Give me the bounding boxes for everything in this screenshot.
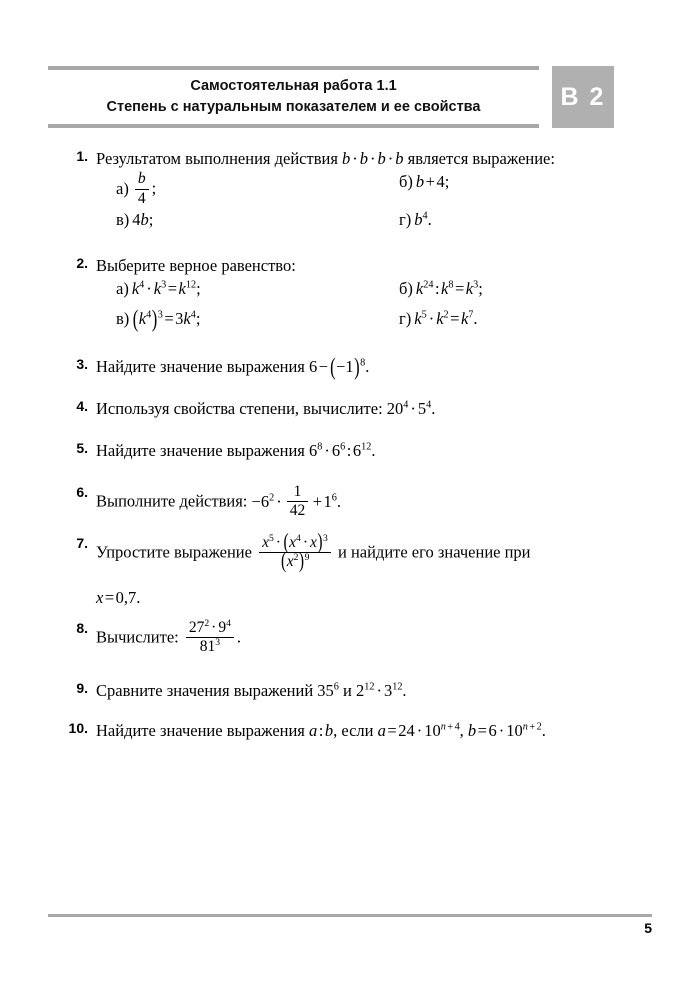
question-10-number: 10. — [68, 720, 88, 736]
question-1-option-b: б) b+4; — [399, 172, 450, 192]
question-3-prompt: Найдите значение выражения — [96, 357, 305, 376]
question-1-option-g: г) $b^4$. — [399, 210, 432, 230]
question-5 — [62, 440, 640, 461]
question-10 — [62, 720, 640, 741]
question-8-number: 8. — [76, 620, 88, 636]
question-1-option-g-label: г) — [399, 210, 412, 230]
question-4-expression: $20^4 \cdot 5^4$. — [386, 399, 436, 418]
question-2-option-a-label: а) — [116, 279, 129, 299]
question-9-expression: $35^6$ и $2^{12} \cdot 3^{12}$. — [317, 681, 407, 700]
variant-badge: В 2 — [552, 66, 614, 128]
page-number: 5 — [644, 920, 652, 936]
question-7-condition: x=0,7. — [96, 587, 141, 607]
question-5-prompt: Найдите значение выражения — [96, 441, 305, 460]
question-10-body — [96, 720, 640, 741]
question-2-body — [96, 255, 640, 338]
question-7-condition-line — [96, 587, 640, 608]
question-7-prompt: Упростите выражение — [96, 542, 252, 562]
question-6-prompt: Выполните действия: — [96, 491, 248, 511]
question-8 — [62, 617, 640, 656]
question-9-prompt: Сравните значения выражений — [96, 681, 314, 700]
question-1-option-row-2 — [96, 209, 640, 237]
header-title-line-2: Степень с натуральным показателем и ее свойства — [106, 99, 481, 115]
question-1-option-row-1 — [96, 171, 640, 209]
question-2-option-row-1 — [96, 278, 640, 308]
question-2-option-row-2 — [96, 305, 640, 338]
question-2-option-b-label: б) — [399, 279, 413, 299]
question-2-option-b: б) $k^{24}:k^8=k^3$; — [399, 279, 483, 299]
question-5-expression: $6^8$ · $6^6:6^{12}$. — [309, 441, 376, 460]
question-2 — [62, 255, 640, 338]
question-6-number: 6. — [76, 484, 88, 500]
question-4-body — [96, 398, 640, 419]
question-7-number: 7. — [76, 535, 88, 551]
question-6-expression: $-6^2$ · $\frac{1}{42}$ $+1^6$. — [251, 483, 341, 520]
question-7-suffix: и найдите его значение при — [337, 542, 531, 562]
question-2-option-v: в) $(k^4)^3=3k^4$; — [116, 305, 201, 333]
question-8-body: Вычислите: $\frac{27^2 \cdot 9^4}{81^3}$ . — [96, 617, 242, 656]
question-1-prompt-expr: b · b · b · b — [342, 149, 404, 168]
question-5-body — [96, 440, 640, 461]
question-10-expression: a:b, если $a=24 \cdot 10^{n + 4}$, $b=6 \cdot 10^{n + 2}$. — [309, 721, 546, 740]
question-6-body — [96, 484, 640, 520]
question-4-prompt: Используя свойства степени, вычислите: — [96, 399, 383, 418]
question-1-options — [96, 171, 640, 237]
question-7-expression: $\frac{x^5 \cdot (x^4 \cdot x)^3}{(x^2)^9}$ — [259, 535, 331, 571]
question-4-number: 4. — [76, 398, 88, 414]
question-7 — [62, 529, 640, 608]
question-2-option-a: а) $k^4 \cdot k^3=k^{12}$; — [116, 279, 201, 299]
question-1-number: 1. — [76, 148, 88, 164]
question-6 — [62, 484, 640, 520]
worksheet-header — [48, 66, 652, 128]
question-2-prompt: Выберите верное равенство: — [96, 256, 296, 275]
question-9-body — [96, 680, 640, 701]
header-title-box — [48, 66, 539, 128]
question-1-body — [96, 148, 640, 237]
question-1 — [62, 148, 640, 237]
question-1-option-a-label: а) — [116, 179, 129, 199]
header-title-line-1: Самостоятельная работа 1.1 — [190, 78, 397, 95]
question-1-option-v: в) 4b; — [116, 210, 154, 230]
question-1-option-b-label: б) — [399, 172, 413, 192]
question-3-expression: $6- (-1)^8$. — [309, 352, 370, 381]
question-9 — [62, 680, 640, 701]
question-2-option-v-label: в) — [116, 309, 130, 329]
question-1-option-v-label: в) — [116, 210, 130, 230]
question-7-body — [96, 529, 640, 608]
question-4 — [62, 398, 640, 419]
question-2-option-g: г) $k^5 \cdot k^2=k^7$. — [399, 309, 478, 329]
question-2-option-g-label: г) — [399, 309, 412, 329]
question-1-prompt-suffix: является выражение: — [407, 149, 555, 168]
question-10-prompt: Найдите значение выражения — [96, 721, 305, 740]
question-3-body — [96, 352, 640, 381]
question-3-number: 3. — [76, 356, 88, 372]
footer-rule — [48, 914, 652, 917]
question-8-expression: $\frac{27^2 \cdot 9^4}{81^3}$ — [186, 620, 234, 656]
question-2-number: 2. — [76, 255, 88, 271]
question-5-number: 5. — [76, 440, 88, 456]
question-9-number: 9. — [76, 680, 88, 696]
question-2-options — [96, 278, 640, 338]
question-1-prompt-prefix: Результатом выполнения действия — [96, 149, 338, 168]
question-1-option-a: а) $\frac{b}{4}$ ; — [116, 170, 157, 207]
question-3 — [62, 352, 640, 381]
question-8-prompt: Вычислите: — [96, 627, 179, 647]
